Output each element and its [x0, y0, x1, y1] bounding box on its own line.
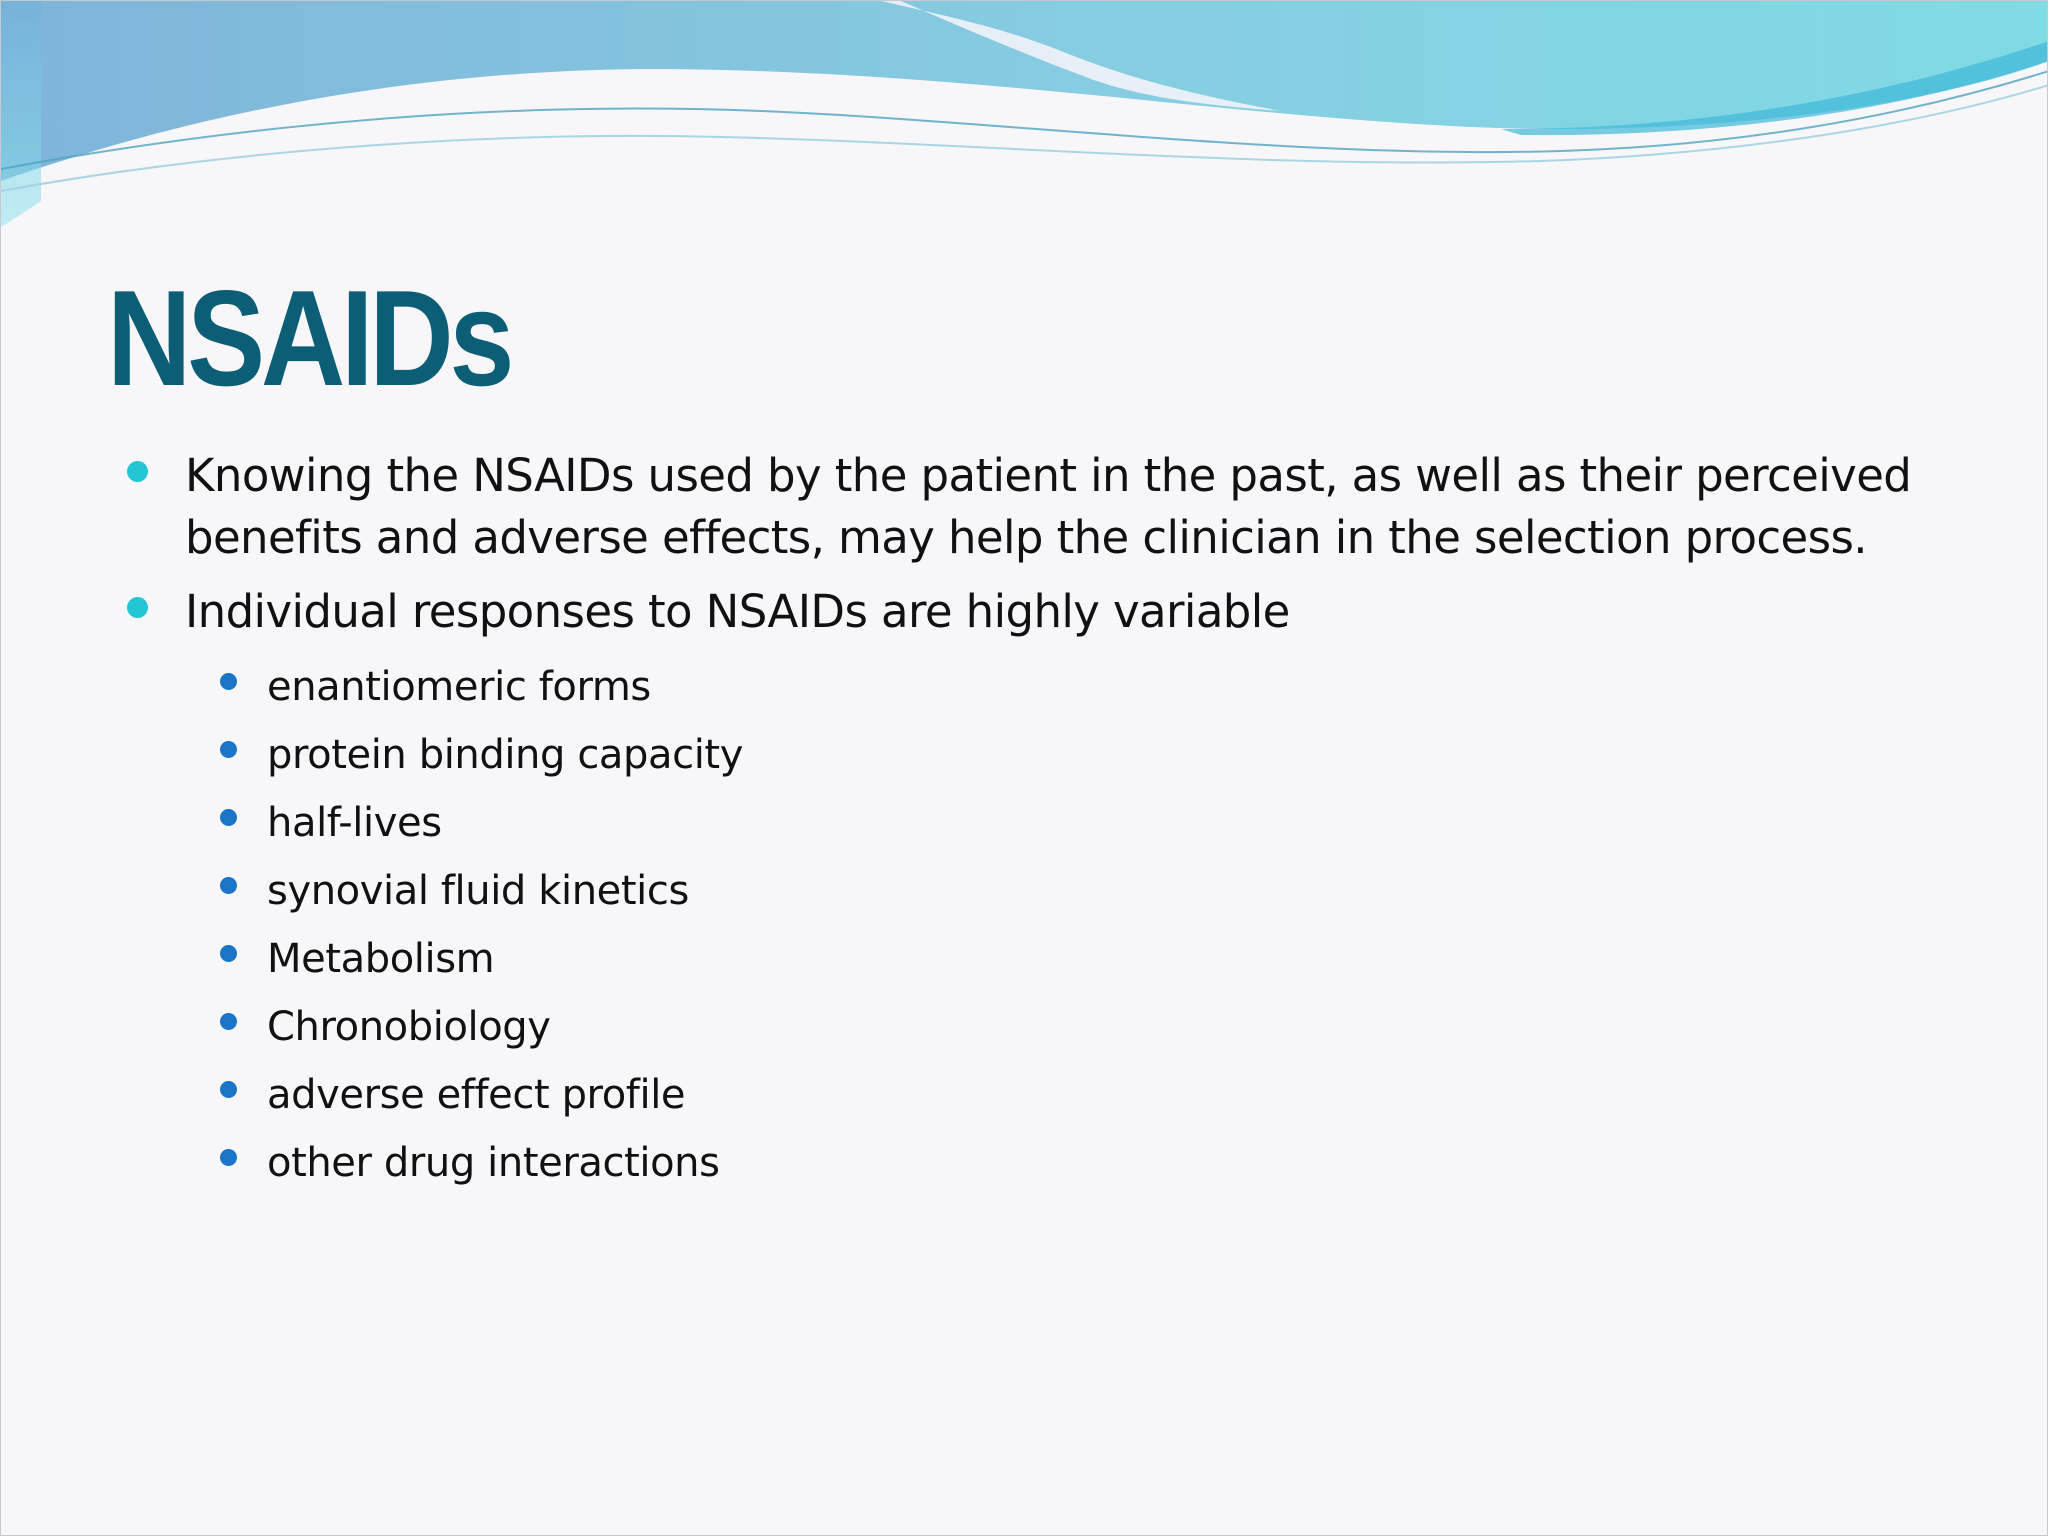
sub-bullet-list — [185, 653, 2005, 1197]
sub-bullet-item — [267, 1129, 2005, 1197]
sub-bullet-item — [267, 857, 2005, 925]
blue-circle-bullet-icon — [220, 809, 237, 826]
teal-circle-bullet-icon — [127, 597, 148, 618]
blue-circle-bullet-icon — [220, 877, 237, 894]
sub-bullet-text: other drug interactions — [267, 1140, 720, 1186]
sub-bullet-text: adverse effect profile — [267, 1072, 686, 1118]
sub-bullet-item — [267, 993, 2005, 1061]
bullet-item — [185, 581, 2005, 1197]
sub-bullet-item — [267, 789, 2005, 857]
sub-bullet-text: half-lives — [267, 800, 442, 846]
teal-circle-bullet-icon — [127, 461, 148, 482]
blue-circle-bullet-icon — [220, 741, 237, 758]
sub-bullet-text: protein binding capacity — [267, 732, 743, 778]
sub-bullet-text: Chronobiology — [267, 1004, 551, 1050]
blue-circle-bullet-icon — [220, 945, 237, 962]
bullet-text: Individual responses to NSAIDs are highly variable — [185, 585, 1290, 638]
blue-circle-bullet-icon — [220, 1013, 237, 1030]
sub-bullet-item — [267, 1061, 2005, 1129]
blue-circle-bullet-icon — [220, 1081, 237, 1098]
sub-bullet-text: Metabolism — [267, 936, 495, 982]
bullet-item — [185, 445, 2005, 569]
sub-bullet-item — [267, 653, 2005, 721]
sub-bullet-item — [267, 721, 2005, 789]
sub-bullet-item — [267, 925, 2005, 993]
bullet-list — [185, 445, 2005, 1209]
sub-bullet-text: synovial fluid kinetics — [267, 868, 689, 914]
sub-bullet-text: enantiomeric forms — [267, 664, 651, 710]
bullet-text: Knowing the NSAIDs used by the patient in the past, as well as their perceived benefits and adverse effects, may help the clinician in the selection process. — [185, 449, 1912, 564]
wave-header-decoration — [1, 1, 2048, 241]
wave-band-left — [1, 1, 41, 227]
blue-circle-bullet-icon — [220, 673, 237, 690]
blue-circle-bullet-icon — [220, 1149, 237, 1166]
wave-band-main — [1, 1, 2048, 181]
slide-title: NSAIDs — [107, 262, 511, 414]
